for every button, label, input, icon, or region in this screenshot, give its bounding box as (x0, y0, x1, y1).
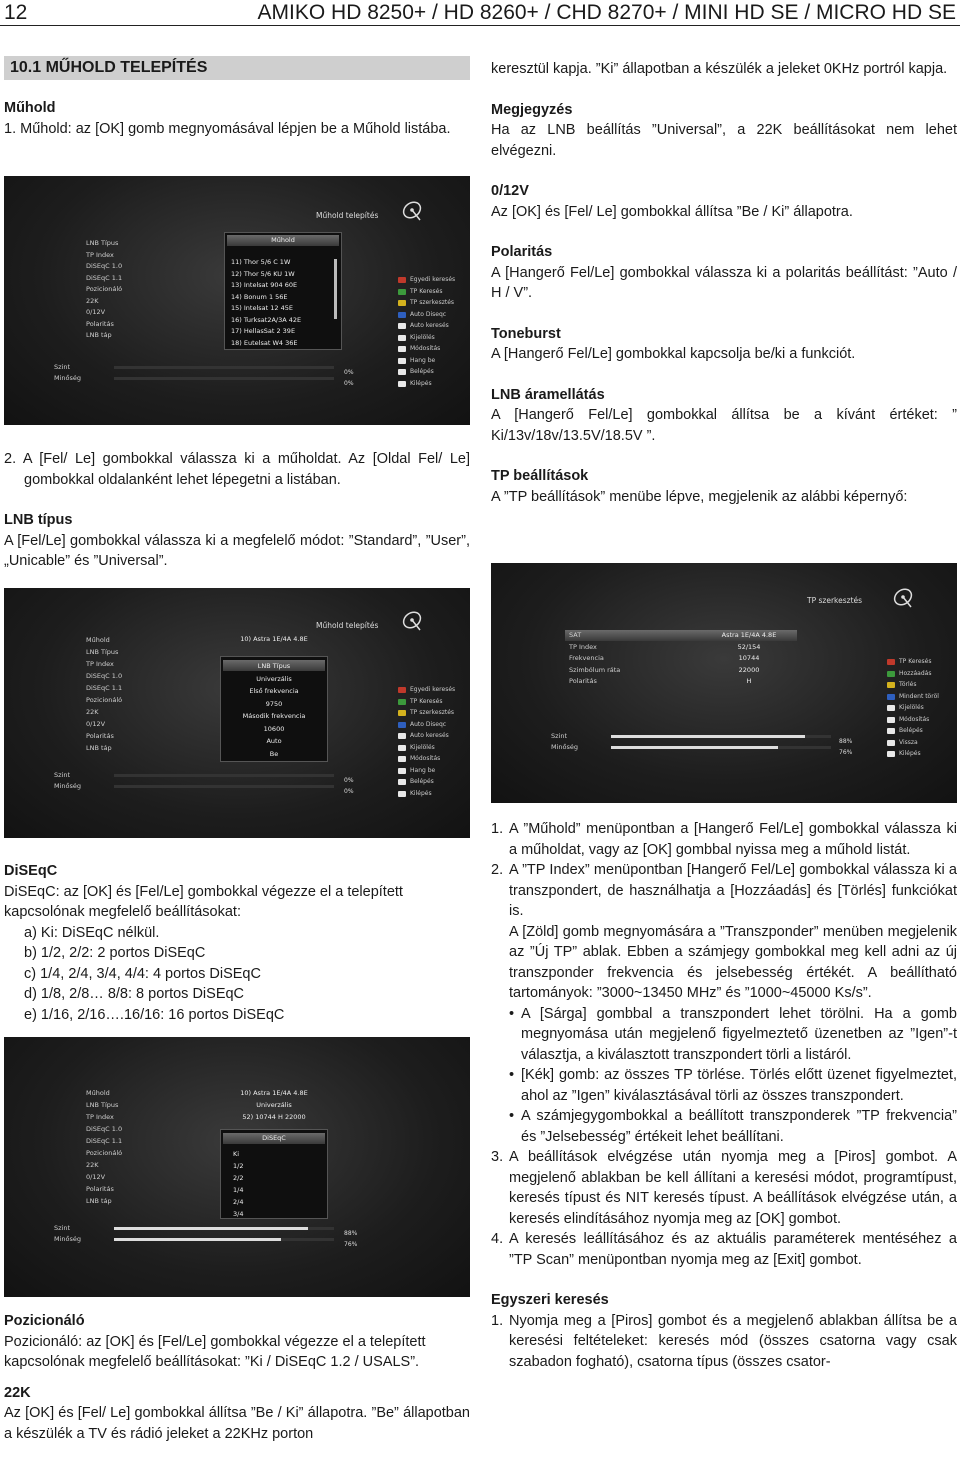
signal-level-label: Szint (551, 732, 568, 740)
green-key-icon (398, 289, 406, 295)
diseqc-item: e) 1/16, 2/16….16/16: 16 portos DiSEqC (24, 1006, 285, 1023)
yellow-key-icon (398, 300, 406, 306)
right-text-top (491, 59, 957, 507)
left-text-top (4, 98, 470, 139)
setting-label: TP Index (86, 1113, 114, 1121)
bullet-item (509, 1004, 957, 1066)
step-number: 3. (491, 1149, 504, 1165)
menu-item[interactable]: Vissza (887, 737, 939, 749)
volume-key-icon (398, 358, 406, 364)
bullet-list (491, 1004, 957, 1148)
step-number: 4. (491, 1231, 504, 1247)
step-item (491, 1147, 957, 1229)
setting-label: 22K (86, 1161, 99, 1169)
lnb-heading: LNB típus (4, 512, 73, 528)
diseqc-option[interactable]: 2/4 (233, 1198, 244, 1206)
menu-item[interactable]: Kilépés (398, 788, 455, 800)
bullet-mark: • (509, 1005, 515, 1022)
exit-key-icon (398, 381, 406, 387)
menu-item[interactable]: TP Keresés (398, 696, 455, 708)
satellite-list (231, 257, 301, 349)
satellite-item[interactable]: 11) Thor 5/6 C 1W (231, 258, 291, 266)
menu-item[interactable]: TP Keresés (398, 286, 455, 298)
diseqc-heading: DiSEqC (4, 863, 58, 879)
setting-label: DiSEqC 1.1 (86, 273, 123, 282)
menu-item[interactable]: Módosítás (398, 753, 455, 765)
green-key-icon (398, 699, 406, 705)
left-text-mid (4, 449, 470, 572)
white-key-icon (398, 323, 406, 329)
signal-level-percent: 0% (344, 777, 354, 784)
lnb-popup[interactable] (220, 656, 328, 762)
setting-label: Polaritás (86, 319, 114, 328)
yellow-key-icon (887, 682, 895, 688)
signal-quality-label: Minőség (54, 782, 82, 790)
green-key-icon (887, 671, 895, 677)
popup-item[interactable]: Auto (266, 737, 282, 745)
screenshot-diseqc (4, 1037, 470, 1297)
menu-item[interactable]: Egyedi keresés (398, 684, 455, 696)
popup-item[interactable]: Univerzális (256, 674, 292, 683)
diseqc-options (233, 1148, 243, 1220)
toneburst-heading: Toneburst (491, 325, 561, 342)
step-text: A keresés leállításához és az aktuális paraméterek mentéséhez a ”TP Scan” menüpontban nyomja meg az [Exit] gombot. (509, 1231, 957, 1268)
step-text: A ”Műhold” menüpontban a [Hangerő Fel/Le] gombokkal válassza ki a műholdat, vagy az [OK] gombbal nyissa meg a műhold listát. (509, 821, 957, 858)
satellite-item[interactable]: 12) Thor 5/6 KU 1W (231, 269, 295, 278)
setting-label: LNB táp (86, 1197, 112, 1205)
setting-label: DiSEqC 1.1 (86, 1137, 123, 1145)
ok-key-icon (398, 369, 406, 375)
signal-quality-percent: 0% (344, 380, 354, 387)
lnb-popup-items (221, 660, 327, 760)
signal-quality-percent: 76% (839, 749, 853, 756)
signal-level-percent: 88% (839, 738, 853, 745)
diseqc-item: b) 1/2, 2/2: 2 portos DiSEqC (24, 945, 206, 961)
signal-quality-label: Minőség (54, 374, 82, 382)
back-key-icon (887, 740, 895, 746)
megjegyzes-heading: Megjegyzés (491, 101, 573, 118)
signal-level-label: Szint (54, 1224, 71, 1232)
blue-key-icon (398, 722, 406, 728)
function-menu (398, 274, 455, 389)
setting-label: LNB Típus (86, 239, 119, 247)
setting-label: LNB táp (86, 331, 112, 339)
setting-label: 0/12V (86, 1173, 106, 1181)
setting-labels (86, 634, 122, 754)
popup-item[interactable]: Be (269, 749, 279, 758)
setting-label: 22K (86, 708, 99, 716)
tp-label: TP Index (569, 642, 597, 651)
setting-label: Műhold (86, 636, 110, 644)
popup-item: LNB Típus (257, 662, 291, 670)
signal-level-label: Szint (54, 363, 71, 371)
tp-label: SAT (569, 631, 582, 639)
tp-value[interactable]: 10744 (738, 654, 760, 662)
popup-item: Első frekvencia (249, 687, 299, 695)
step-text: A beállítások elvégzése után nyomja meg a [Piros] gombot. A megjelenő ablakban be kell állítani a keresési módot, programtípust, keresés típust és NIT keresés típust. A beállítások elvégzése után, a keresés elindításához nyomja meg az [OK] gombot. (509, 1149, 957, 1227)
satellite-item[interactable]: 14) Bonum 1 56E (231, 292, 288, 301)
v012-heading: 0/12V (491, 183, 529, 199)
screenshot-lnb-type (4, 588, 470, 838)
satellite-item[interactable]: 13) Intelsat 904 60E (231, 281, 298, 289)
menu-item[interactable]: Kijelölés (398, 332, 455, 344)
setting-label: Műhold (86, 1089, 110, 1097)
diseqc-item: a) Ki: DiSEqC nélkül. (24, 924, 160, 941)
menu-item[interactable]: Egyedi keresés (398, 274, 455, 286)
step-item (491, 1311, 957, 1373)
left-text-diseqc (4, 861, 470, 1025)
steps-list-cont (491, 1147, 957, 1270)
setting-value[interactable]: Univerzális (256, 1101, 292, 1109)
screen-title: TP szerkesztés (807, 596, 863, 605)
menu-item[interactable]: Kijelölés (887, 702, 939, 714)
setting-label: Pozicionáló (86, 1149, 123, 1157)
tp-value[interactable]: H (746, 677, 752, 685)
satellite-dish-icon (400, 608, 426, 634)
menu-item[interactable]: Belépés (398, 776, 455, 788)
signal-quality-bar (114, 785, 334, 788)
tp-paragraph: A ”TP beállítások” menübe lépve, megjelenik az alábbi képernyő: (491, 488, 908, 505)
scrollbar[interactable] (334, 259, 337, 319)
setting-label: Pozicionáló (86, 696, 123, 704)
diseqc-item: c) 1/4, 2/4, 3/4, 4/4: 4 portos DiSEqC (24, 965, 261, 982)
blue-key-icon (398, 312, 406, 318)
yellow-key-icon (398, 710, 406, 716)
signal-level-bar (114, 774, 334, 777)
satellite-dish-icon (891, 585, 917, 611)
menu-item[interactable]: TP szerkesztés (398, 707, 455, 719)
setting-label: 0/12V (86, 720, 106, 728)
polaritas-heading: Polaritás (491, 244, 553, 260)
red-key-icon (398, 687, 406, 693)
step-item (491, 1229, 957, 1270)
setting-label: LNB Típus (86, 1101, 119, 1109)
step-item (491, 819, 957, 860)
tp-heading: TP beállítások (491, 468, 589, 484)
diseqc-option[interactable]: 3/4 (233, 1210, 244, 1218)
exit-key-icon (398, 791, 406, 797)
red-key-icon (398, 277, 406, 283)
lnb-power-heading: LNB áramellátás (491, 386, 605, 403)
ok-key-icon (887, 728, 895, 734)
menu-item[interactable]: Belépés (398, 366, 455, 378)
setting-value[interactable]: 52) 10744 H 22000 (242, 1113, 306, 1121)
arrows-key-icon (887, 717, 895, 723)
menu-item[interactable]: Auto keresés (398, 730, 455, 742)
continued-paragraph: keresztül kapja. ”Ki” állapotban a készülék a jeleket 0KHz portról kapja. (491, 61, 948, 77)
setting-labels (86, 1087, 122, 1207)
signal-level-bar (611, 735, 831, 738)
step-number: 1. (491, 821, 504, 837)
bullet-text: A [Sárga] gombbal a transzpondert lehet törölni. Ha a gomb megnyomása után megjelenő figyelmeztető üzenetben az ”Igen”-t választja, a kiválasztott transzpondert törli a listáról. (521, 1005, 957, 1063)
ok-key-icon (398, 779, 406, 785)
tp-labels (569, 630, 620, 688)
bullet-text: A számjegygombokkal a beállított transzponderek ”TP frekvencia” és ”Jelsebesség” értékeit lehet beállítani. (521, 1108, 957, 1145)
popup-item[interactable]: 10600 (263, 724, 285, 733)
screen-title: Műhold telepítés (316, 211, 379, 220)
diseqc-item: d) 1/8, 2/8… 8/8: 8 portos DiSEqC (24, 986, 245, 1002)
signal-quality-percent: 0% (344, 788, 354, 795)
menu-item[interactable]: Módosítás (887, 714, 939, 726)
setting-label: Polaritás (86, 732, 114, 740)
exit-key-icon (887, 751, 895, 757)
popup-item: Második frekvencia (242, 712, 306, 720)
tp-label: Szimbólum ráta (569, 665, 621, 674)
popup-item[interactable]: 9750 (265, 699, 283, 708)
setting-label: TP Index (86, 660, 114, 668)
signal-quality-percent: 76% (344, 1241, 358, 1248)
menu-item[interactable]: Törlés (887, 679, 939, 691)
signal-quality-label: Minőség (54, 1235, 82, 1243)
step-text: A ”TP Index” menüpontban [Hangerő Fel/Le] gombokkal válassza ki a transzpondert, de használhatja a [Hozzáadás] és [Törlés] funkciókat is. (509, 862, 957, 919)
bullet-item (509, 1065, 957, 1106)
menu-item[interactable]: TP szerkesztés (398, 297, 455, 309)
toneburst-paragraph: A [Hangerő Fel/Le] gombokkal kapcsolja be/ki a funkciót. (491, 346, 856, 362)
k22-paragraph: Az [OK] és [Fel/ Le] gombokkal állítsa ”Be / Ki” állapotra. ”Be” állapotban a készülék a TV és rádió jeleket a 22KHz porton (4, 1405, 470, 1442)
popup-header: Műhold (271, 236, 295, 244)
diseqc-option[interactable]: Ki (233, 1150, 240, 1158)
setting-label: Pozicionáló (86, 285, 123, 293)
signal-level-bar (114, 1227, 334, 1230)
satellite-item[interactable]: 15) Intelsat 12 45E (231, 304, 293, 312)
ok-key-icon (398, 335, 406, 341)
arrows-key-icon (398, 756, 406, 762)
header-title: AMIKO HD 8250+ / HD 8260+ / CHD 8270+ / MINI HD SE / MICRO HD SE (257, 1, 956, 24)
v012-paragraph: Az [OK] és [Fel/ Le] gombokkal állítsa ”Be / Ki” állapotra. (491, 203, 853, 220)
muhold-p1: 1. Műhold: az [OK] gomb megnyomásával lépjen be a Műhold listába. (4, 120, 451, 137)
screenshot-tp-edit (491, 563, 957, 803)
signal-level-percent: 0% (344, 369, 354, 376)
signal-quality-bar (114, 1238, 334, 1241)
muhold-p2: 2. A [Fel/ Le] gombokkal válassza ki a műholdat. Az [Oldal Fel/ Le] gombokkal oldalanként lehet lépegetni a listában. (4, 451, 470, 488)
polaritas-paragraph: A [Hangerő Fel/Le] gombokkal válassza ki a polaritás beállítást: ”Auto / H / V”. (491, 264, 957, 301)
signal-level-percent: 88% (344, 1230, 358, 1237)
setting-values (214, 1087, 334, 1123)
ok-key-icon (398, 745, 406, 751)
tp-values (701, 630, 797, 688)
tp-label: Polaritás (569, 677, 597, 685)
setting-labels (86, 238, 122, 342)
diseqc-paragraph: DiSEqC: az [OK] és [Fel/Le] gombokkal végezze el a telepített kapcsolónak megfelelő beállításokat: (4, 883, 403, 920)
blue-key-icon (887, 694, 895, 700)
signal-quality-bar (611, 746, 831, 749)
step-text: Nyomja meg a [Piros] gombot és a megjelenő ablakban állítsa be a keresési feltételeket: keresés mód (összes csatorna vagy csak szabadon fogható), csatorna típus (összes csator- (509, 1312, 957, 1370)
satellite-item[interactable]: 18) Eutelsat W4 36E (231, 338, 298, 347)
page-number: 12 (4, 1, 28, 24)
egyszeri-heading: Egyszeri keresés (491, 1292, 609, 1308)
diseqc-popup[interactable] (220, 1129, 328, 1219)
menu-item[interactable]: TP Keresés (887, 656, 939, 668)
menu-item[interactable]: Belépés (887, 725, 939, 737)
setting-label: DiSEqC 1.0 (86, 672, 123, 680)
bullet-item (509, 1106, 957, 1147)
setting-label: TP Index (86, 250, 114, 259)
satellite-item[interactable]: 17) HellasSat 2 39E (231, 327, 296, 335)
satellite-value[interactable]: 10) Astra 1E/4A 4.8E (240, 635, 308, 643)
tp-value[interactable]: Astra 1E/4A 4.8E (721, 631, 777, 639)
k22-heading: 22K (4, 1384, 31, 1401)
signal-level-label: Szint (54, 771, 71, 779)
menu-item[interactable]: Auto Diseqc (398, 309, 455, 321)
bullet-text: [Kék] gomb: az összes TP törlése. Törlés előtt üzenet figyelmeztet, ahol az ”Igen” kiválasztásával törli az összes transzpondert. (521, 1067, 957, 1104)
lnb-paragraph: A [Fel/Le] gombokkal válassza ki a megfelelő módot: ”Standard”, ”User”, „Unicable” és ”Universal”. (4, 532, 470, 569)
menu-item[interactable]: Hozzáadás (887, 668, 939, 680)
megjegyzes-paragraph: Ha az LNB beállítás ”Universal”, a 22K beállításokat nem lehet elvégezni. (491, 122, 957, 159)
muhold-heading: Műhold (4, 100, 56, 116)
signal-level-bar (114, 366, 334, 369)
step-item (491, 860, 957, 1004)
setting-label: Polaritás (86, 1185, 114, 1193)
steps-list (491, 819, 957, 1004)
satellite-dish-icon (400, 198, 426, 224)
page-header (0, 0, 960, 26)
arrows-key-icon (398, 346, 406, 352)
tp-value[interactable]: 22000 (738, 665, 760, 674)
setting-label: DiSEqC 1.0 (86, 262, 123, 270)
setting-label: LNB táp (86, 744, 112, 752)
ok-key-icon (887, 705, 895, 711)
diseqc-list (4, 923, 470, 1026)
left-text-bottom (4, 1311, 470, 1444)
volume-key-icon (398, 768, 406, 774)
signal-quality-label: Minőség (551, 743, 579, 751)
signal-quality-bar (114, 377, 334, 380)
bullet-mark: • (509, 1108, 515, 1124)
setting-value[interactable]: 10) Astra 1E/4A 4.8E (240, 1089, 308, 1097)
pozicionalo-paragraph: Pozicionáló: az [OK] és [Fel/Le] gombokkal végezze el a telepített kapcsolónak megfelelő beállításokat: ”Ki / DiSEqC 1.2 / USALS”. (4, 1333, 426, 1370)
menu-item[interactable]: Auto keresés (398, 320, 455, 332)
diseqc-option[interactable]: 1/4 (233, 1186, 244, 1194)
pozicionalo-heading: Pozicionáló (4, 1313, 85, 1329)
step-number: 1. (491, 1312, 504, 1329)
menu-item[interactable]: Módosítás (398, 343, 455, 355)
section-title: 10.1 MŰHOLD TELEPÍTÉS (4, 56, 470, 80)
screen-title: Műhold telepítés (316, 621, 379, 630)
diseqc-option[interactable]: 2/2 (233, 1174, 244, 1182)
screenshot-satellite-list (4, 176, 470, 425)
menu-item[interactable]: Hang be (398, 355, 455, 367)
menu-item[interactable]: Kilépés (398, 378, 455, 390)
tp-label: Frekvencia (569, 654, 604, 662)
function-menu (398, 684, 455, 799)
step2-extra: A [Zöld] gomb megnyomására a ”Transzponder” menüben megjelenik az ”Új TP” ablak. Ebben a számjegy gombokkal meg kell adni az új transzponder frekvencia és jelsebesség értékét. A beállítható tartományok: ”3000~13450 MHz” és ”1000~45000 Ks/s”. (509, 923, 957, 1001)
red-key-icon (887, 659, 895, 665)
bullet-mark: • (509, 1067, 515, 1083)
setting-label: DiSEqC 1.0 (86, 1125, 123, 1133)
setting-label: 0/12V (86, 308, 106, 316)
step-number: 2. (491, 862, 504, 878)
menu-item[interactable]: Hang be (398, 765, 455, 777)
diseqc-option[interactable]: 1/2 (233, 1162, 244, 1170)
menu-item[interactable]: Auto Diseqc (398, 719, 455, 731)
egyszeri-list (491, 1311, 957, 1373)
menu-item[interactable]: Kijelölés (398, 742, 455, 754)
tp-value[interactable]: 52/154 (737, 642, 761, 651)
satellite-item[interactable]: 16) Turksat2A/3A 42E (231, 315, 302, 324)
lnb-power-paragraph: A [Hangerő Fel/Le] gombokkal állítsa be a kívánt értéket: ” Ki/13v/18v/13.5V/18.5V ”. (491, 407, 957, 444)
setting-label: 22K (86, 296, 99, 305)
white-key-icon (398, 733, 406, 739)
menu-item[interactable]: Kilépés (887, 748, 939, 760)
right-text-steps (491, 819, 957, 1372)
function-menu (887, 656, 939, 760)
setting-label: DiSEqC 1.1 (86, 684, 123, 692)
popup-title: DiSEqC (262, 1134, 286, 1142)
menu-item[interactable]: Mindent töröl (887, 691, 939, 703)
setting-label: LNB Típus (86, 648, 119, 656)
satellite-list-popup[interactable] (224, 232, 342, 350)
